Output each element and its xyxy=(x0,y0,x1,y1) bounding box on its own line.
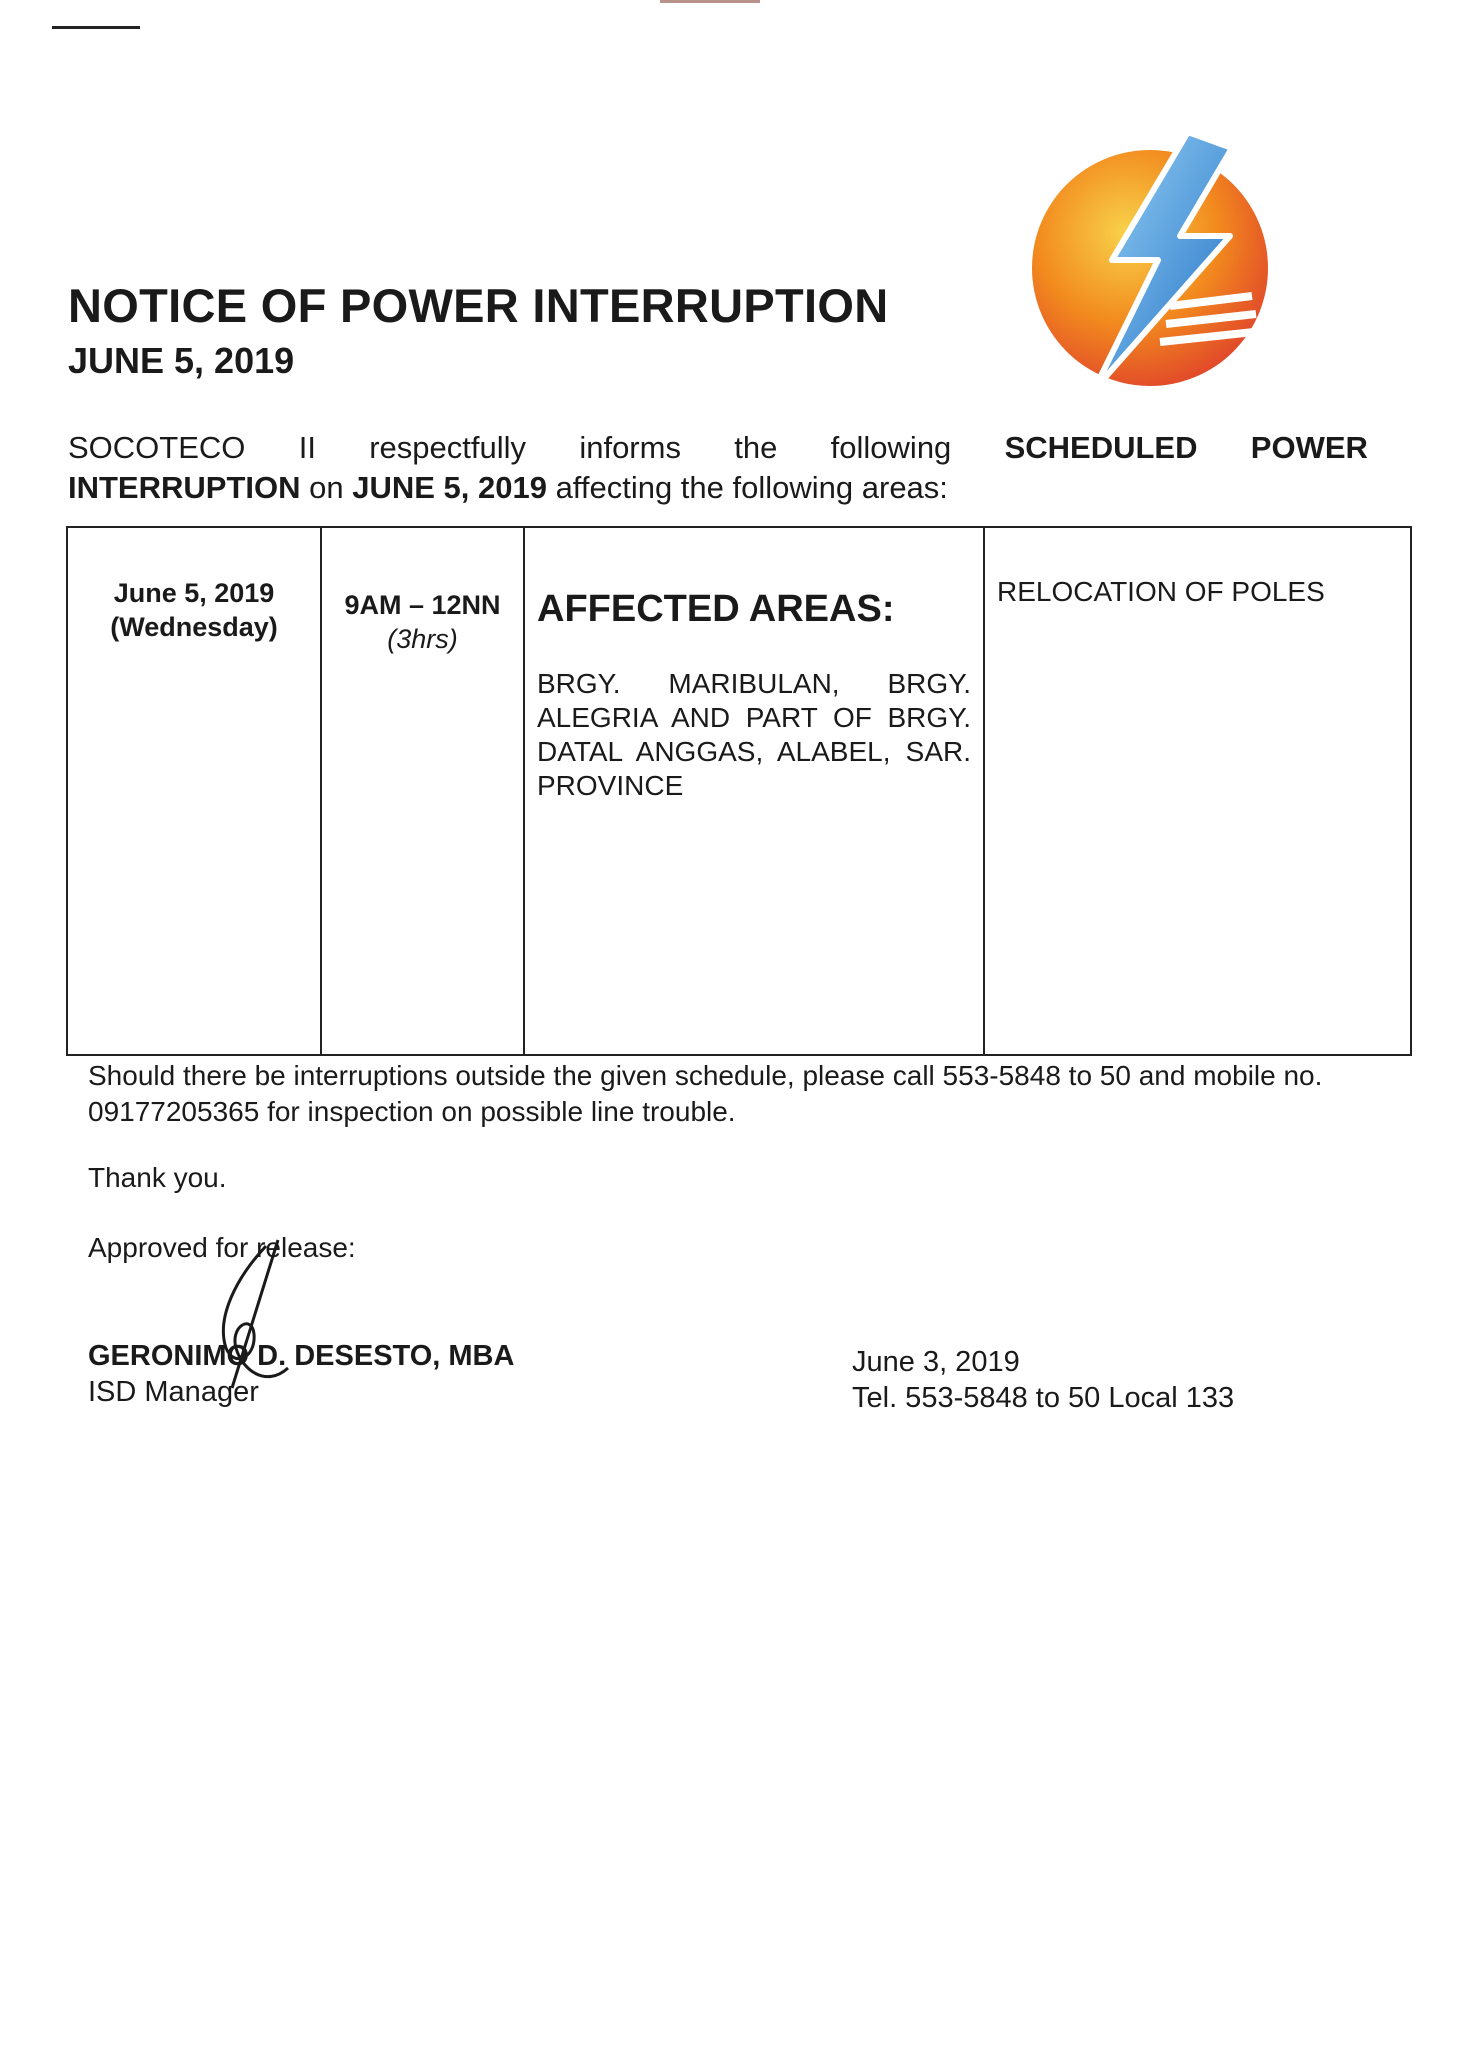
notice-title: NOTICE OF POWER INTERRUPTION xyxy=(68,279,889,332)
schedule-reason: RELOCATION OF POLES xyxy=(997,576,1325,607)
thank-you: Thank you. xyxy=(88,1162,227,1193)
notice-date: JUNE 5, 2019 xyxy=(68,340,295,381)
schedule-areas-cell xyxy=(524,527,984,1055)
scan-mark-top xyxy=(660,0,760,3)
schedule-duration: (3hrs) xyxy=(387,624,458,654)
intro-word: respectfully xyxy=(369,430,527,465)
schedule-reason-cell xyxy=(984,527,1411,1055)
contact-note: Should there be interruptions outside the given schedule, please call 553-5848 to 50 and mobile no. 09177205365 for inspection on possible line trouble. xyxy=(88,1060,1323,1127)
release-telephone: Tel. 553-5848 to 50 Local 133 xyxy=(852,1382,1235,1414)
intro-word: SOCOTECO xyxy=(68,430,246,465)
intro-word: II xyxy=(298,430,316,465)
schedule-time-cell xyxy=(321,527,524,1055)
schedule-table xyxy=(66,526,1412,1056)
signatory-name: GERONIMO D. DESESTO, MBA xyxy=(88,1340,515,1372)
schedule-date: June 5, 2019 xyxy=(113,578,275,608)
areas-heading: AFFECTED AREAS: xyxy=(537,588,895,630)
release-info xyxy=(852,1344,1234,1416)
release-date: June 3, 2019 xyxy=(852,1346,1020,1378)
approval-label: Approved for release: xyxy=(88,1232,356,1263)
schedule-day: (Wednesday) xyxy=(110,612,278,642)
corner-dash xyxy=(52,26,140,29)
intro-word: following xyxy=(830,430,952,465)
intro-bold-date: JUNE 5, 2019 xyxy=(352,470,547,505)
schedule-time: 9AM – 12NN xyxy=(344,590,501,620)
intro-word: informs xyxy=(579,430,681,465)
intro-text: affecting the following areas: xyxy=(546,470,948,505)
intro-paragraph xyxy=(68,428,1368,508)
table-row xyxy=(67,527,1411,1055)
signatory-block xyxy=(88,1338,514,1410)
intro-bold-word: SCHEDULED xyxy=(1004,430,1198,465)
signatory-position: ISD Manager xyxy=(88,1376,259,1408)
lightning-logo-icon xyxy=(1020,128,1290,398)
intro-bold-word: INTERRUPTION xyxy=(68,470,301,505)
schedule-date-cell xyxy=(67,527,321,1055)
intro-text: on xyxy=(300,470,353,505)
areas-list: BRGY. MARIBULAN, BRGY. ALEGRIA AND PART OF BRGY. DATAL ANGGAS, ALABEL, SAR. PROVINCE xyxy=(537,668,971,801)
intro-word: the xyxy=(734,430,778,465)
intro-bold-word: POWER xyxy=(1250,430,1368,465)
